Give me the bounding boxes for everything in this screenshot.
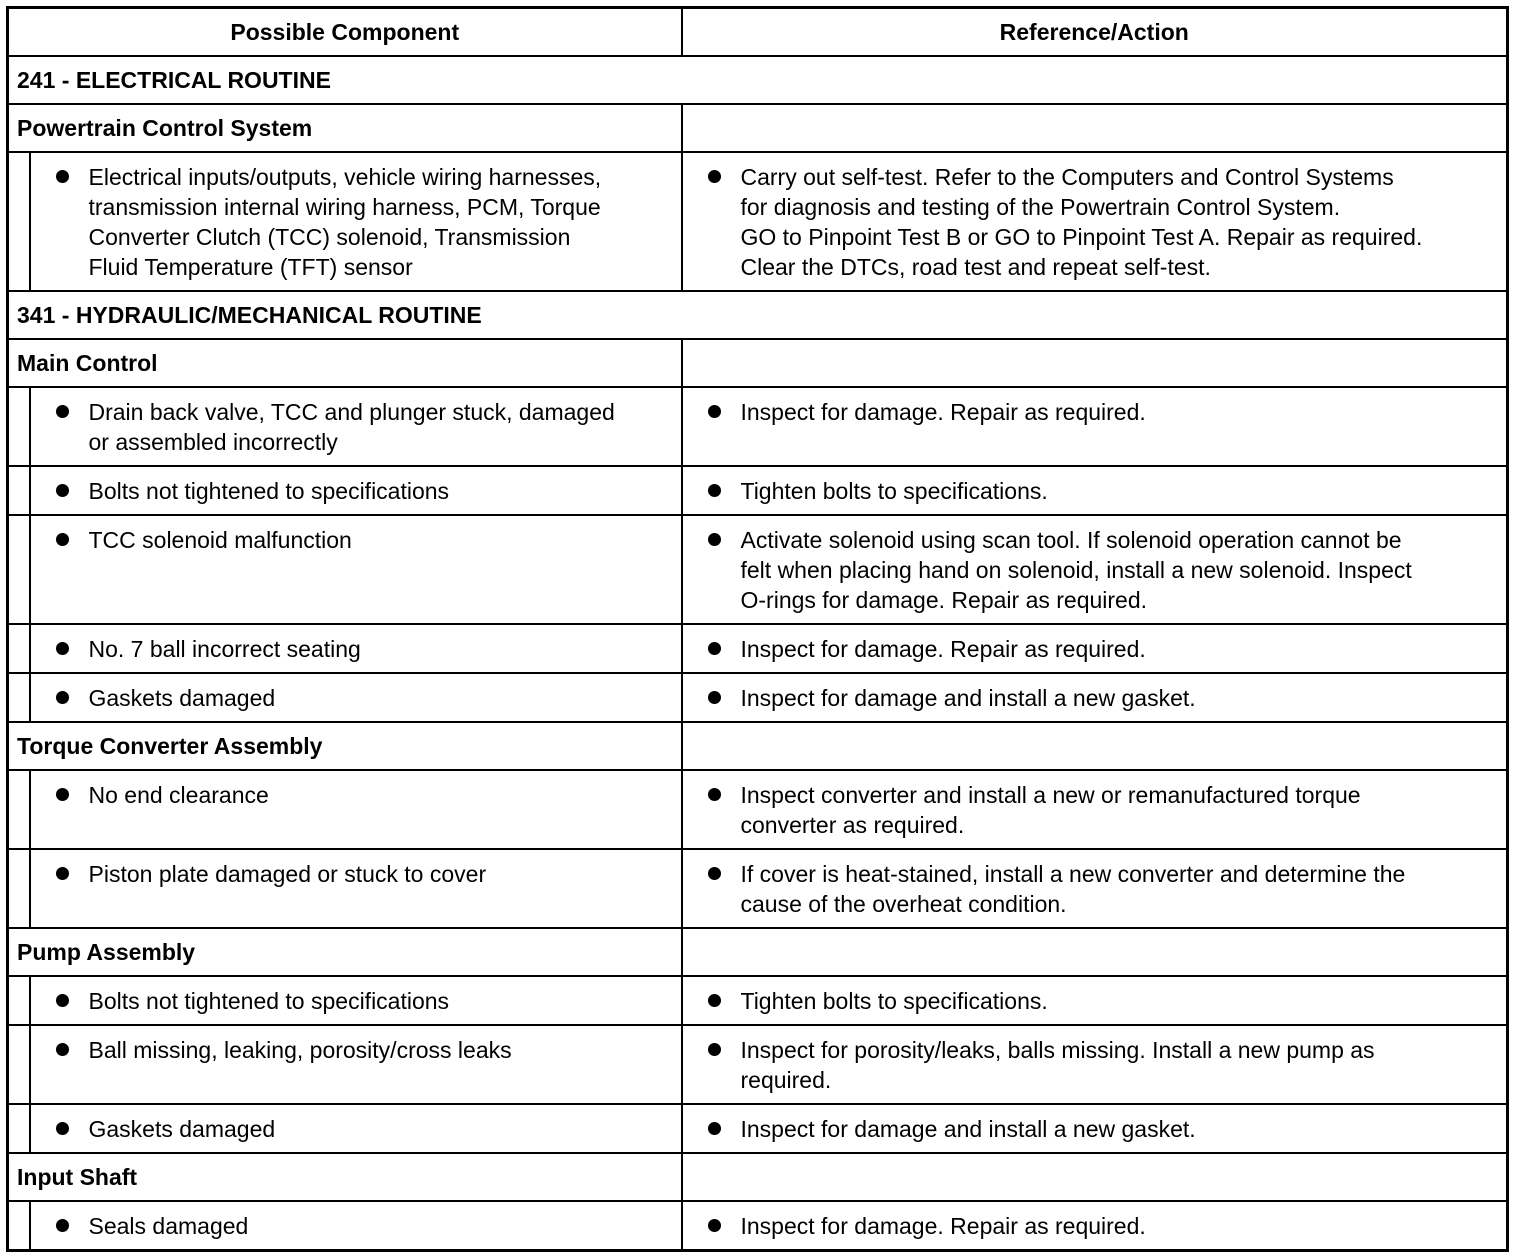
bullet-icon (708, 691, 721, 704)
group-row (8, 104, 1508, 152)
action-text (683, 986, 1507, 1016)
action-text (683, 780, 1507, 840)
component-text (31, 1211, 681, 1241)
action-line: Inspect converter and install a new or remanufactured torque (740, 782, 1361, 808)
section-row (8, 56, 1508, 104)
action-line: cause of the overheat condition. (740, 891, 1067, 917)
action-line: Activate solenoid using scan tool. If solenoid operation cannot be (740, 527, 1402, 553)
component-line: Electrical inputs/outputs, vehicle wiring harnesses, (88, 164, 602, 190)
group-name: Input Shaft (8, 1153, 682, 1201)
action-text (683, 634, 1507, 664)
component-text (31, 634, 681, 664)
item-row (8, 466, 1508, 515)
group-row (8, 722, 1508, 770)
item-row (8, 1201, 1508, 1251)
bullet-icon (56, 788, 69, 801)
group-name: Main Control (8, 339, 682, 387)
component-line: TCC solenoid malfunction (88, 527, 352, 553)
indent-cell (8, 1201, 30, 1251)
bullet-icon (708, 867, 721, 880)
bullet-icon (56, 1219, 69, 1232)
item-row (8, 976, 1508, 1025)
table-body (8, 56, 1508, 1251)
action-cell (682, 624, 1508, 673)
section-title: 241 - ELECTRICAL ROUTINE (8, 56, 1508, 104)
component-cell (30, 976, 682, 1025)
action-cell (682, 152, 1508, 291)
action-cell (682, 387, 1508, 466)
action-text (683, 859, 1507, 919)
component-cell (30, 1104, 682, 1153)
component-line: Piston plate damaged or stuck to cover (88, 861, 487, 887)
item-row (8, 1025, 1508, 1104)
component-cell (30, 1201, 682, 1251)
component-line: No. 7 ball incorrect seating (88, 636, 361, 662)
header-action: Reference/Action (682, 8, 1508, 57)
indent-cell (8, 770, 30, 849)
item-row (8, 387, 1508, 466)
action-cell (682, 673, 1508, 722)
component-cell (30, 1025, 682, 1104)
action-line: GO to Pinpoint Test B or GO to Pinpoint Test A. Repair as required. (740, 224, 1423, 250)
group-action-empty (682, 339, 1508, 387)
bullet-icon (708, 1043, 721, 1056)
diagnostic-document (6, 6, 1506, 1252)
component-line: Gaskets damaged (88, 1116, 276, 1142)
indent-cell (8, 1025, 30, 1104)
component-cell (30, 466, 682, 515)
item-row (8, 849, 1508, 928)
group-row (8, 928, 1508, 976)
action-line: felt when placing hand on solenoid, install a new solenoid. Inspect (740, 557, 1412, 583)
action-text (683, 162, 1507, 282)
indent-cell (8, 387, 30, 466)
indent-cell (8, 624, 30, 673)
component-text (31, 162, 681, 282)
bullet-icon (56, 994, 69, 1007)
component-text (31, 986, 681, 1016)
header-component: Possible Component (8, 8, 682, 57)
action-cell (682, 1104, 1508, 1153)
header-row (8, 8, 1508, 57)
component-text (31, 859, 681, 889)
group-name: Pump Assembly (8, 928, 682, 976)
bullet-icon (708, 788, 721, 801)
component-cell (30, 673, 682, 722)
action-cell (682, 849, 1508, 928)
item-row (8, 1104, 1508, 1153)
bullet-icon (56, 867, 69, 880)
action-line: O-rings for damage. Repair as required. (740, 587, 1148, 613)
component-line: Gaskets damaged (88, 685, 276, 711)
action-line: Inspect for damage and install a new gasket. (740, 685, 1196, 711)
action-text (683, 397, 1507, 427)
action-line: Inspect for damage. Repair as required. (740, 636, 1146, 662)
component-cell (30, 624, 682, 673)
indent-cell (8, 849, 30, 928)
component-cell (30, 515, 682, 624)
action-text (683, 1211, 1507, 1241)
group-name: Powertrain Control System (8, 104, 682, 152)
action-text (683, 525, 1507, 615)
action-line: required. (740, 1067, 832, 1093)
component-line: or assembled incorrectly (88, 429, 338, 455)
action-cell (682, 1025, 1508, 1104)
bullet-icon (708, 1122, 721, 1135)
action-line: Inspect for damage. Repair as required. (740, 1213, 1146, 1239)
indent-cell (8, 515, 30, 624)
group-action-empty (682, 928, 1508, 976)
action-line: Inspect for porosity/leaks, balls missing. Install a new pump as (740, 1037, 1375, 1063)
action-line: Tighten bolts to specifications. (740, 988, 1048, 1014)
action-cell (682, 976, 1508, 1025)
bullet-icon (56, 1122, 69, 1135)
bullet-icon (708, 1219, 721, 1232)
action-line: Inspect for damage. Repair as required. (740, 399, 1146, 425)
bullet-icon (708, 642, 721, 655)
action-cell (682, 1201, 1508, 1251)
bullet-icon (56, 1043, 69, 1056)
component-text (31, 1035, 681, 1065)
action-line: for diagnosis and testing of the Powertrain Control System. (740, 194, 1341, 220)
action-line: Tighten bolts to specifications. (740, 478, 1048, 504)
indent-cell (8, 976, 30, 1025)
component-text (31, 525, 681, 555)
section-row (8, 291, 1508, 339)
bullet-icon (56, 691, 69, 704)
item-row (8, 152, 1508, 291)
action-cell (682, 770, 1508, 849)
action-line: converter as required. (740, 812, 965, 838)
component-cell (30, 770, 682, 849)
group-row (8, 339, 1508, 387)
action-text (683, 1114, 1507, 1144)
component-text (31, 397, 681, 457)
item-row (8, 515, 1508, 624)
component-line: Converter Clutch (TCC) solenoid, Transmission (88, 224, 571, 250)
action-text (683, 1035, 1507, 1095)
component-text (31, 476, 681, 506)
bullet-icon (708, 170, 721, 183)
component-line: Seals damaged (88, 1213, 249, 1239)
component-line: Fluid Temperature (TFT) sensor (88, 254, 413, 280)
indent-cell (8, 1104, 30, 1153)
component-line: Ball missing, leaking, porosity/cross leaks (88, 1037, 512, 1063)
group-row (8, 1153, 1508, 1201)
action-line: Clear the DTCs, road test and repeat self-test. (740, 254, 1211, 280)
group-action-empty (682, 104, 1508, 152)
bullet-icon (708, 405, 721, 418)
component-text (31, 780, 681, 810)
bullet-icon (56, 533, 69, 546)
action-line: Carry out self-test. Refer to the Computers and Control Systems (740, 164, 1394, 190)
action-cell (682, 466, 1508, 515)
component-line: transmission internal wiring harness, PCM, Torque (88, 194, 601, 220)
item-row (8, 770, 1508, 849)
component-text (31, 1114, 681, 1144)
section-title: 341 - HYDRAULIC/MECHANICAL ROUTINE (8, 291, 1508, 339)
diagnosis-table (6, 6, 1509, 1252)
bullet-icon (56, 170, 69, 183)
bullet-icon (56, 405, 69, 418)
action-line: Inspect for damage and install a new gasket. (740, 1116, 1196, 1142)
bullet-icon (56, 484, 69, 497)
bullet-icon (56, 642, 69, 655)
item-row (8, 673, 1508, 722)
action-text (683, 683, 1507, 713)
action-line: If cover is heat-stained, install a new converter and determine the (740, 861, 1406, 887)
component-line: Bolts not tightened to specifications (88, 988, 450, 1014)
component-cell (30, 387, 682, 466)
bullet-icon (708, 533, 721, 546)
component-cell (30, 849, 682, 928)
component-line: Bolts not tightened to specifications (88, 478, 450, 504)
indent-cell (8, 673, 30, 722)
item-row (8, 624, 1508, 673)
component-line: Drain back valve, TCC and plunger stuck, damaged (88, 399, 615, 425)
action-text (683, 476, 1507, 506)
bullet-icon (708, 484, 721, 497)
group-name: Torque Converter Assembly (8, 722, 682, 770)
group-action-empty (682, 722, 1508, 770)
group-action-empty (682, 1153, 1508, 1201)
bullet-icon (708, 994, 721, 1007)
indent-cell (8, 152, 30, 291)
indent-cell (8, 466, 30, 515)
component-cell (30, 152, 682, 291)
component-line: No end clearance (88, 782, 269, 808)
component-text (31, 683, 681, 713)
action-cell (682, 515, 1508, 624)
